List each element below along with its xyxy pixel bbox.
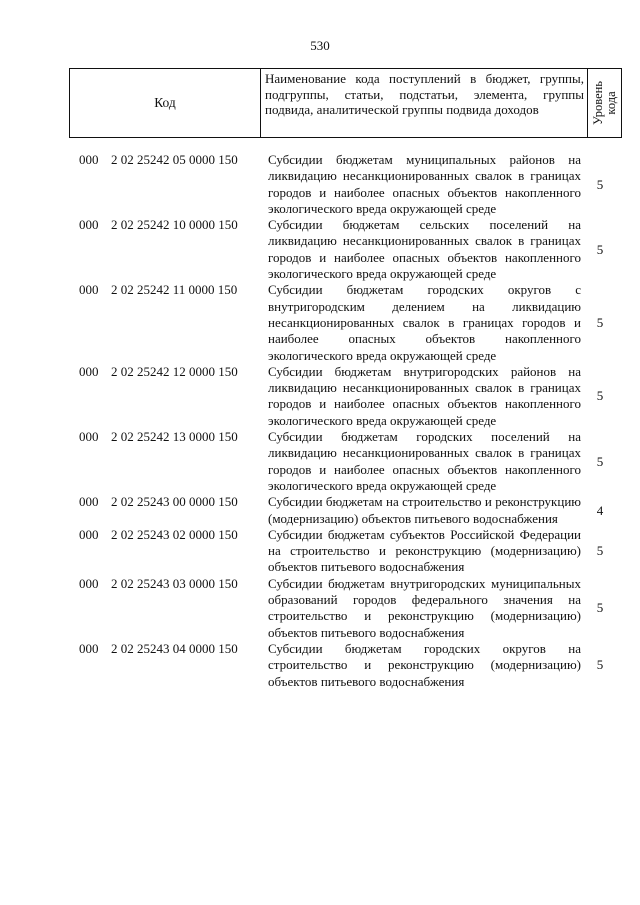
- header-level-line2: кода: [603, 91, 618, 115]
- table-row: [0, 217, 640, 282]
- income-code: 2 02 25243 02 0000 150: [111, 526, 238, 542]
- income-name: Субсидии бюджетам муниципальных районов на ликвидацию несанкционированных свалок в границах городов и наиболее опасных объектов накопленного экологического вреда окружающей среде: [268, 152, 581, 216]
- admin-code: 000: [79, 640, 99, 656]
- code-level: 5: [596, 388, 604, 404]
- admin-code: 000: [79, 575, 99, 591]
- header-code: Код: [70, 69, 261, 138]
- table-row: [0, 282, 640, 363]
- table-row: [0, 364, 640, 429]
- income-name: Субсидии бюджетам на строительство и реконструкцию (модернизацию) объектов питьевого водоснабжения: [268, 494, 581, 526]
- header-name: Наименование кода поступлений в бюджет, группы, подгруппы, статьи, подстатьи, элемента, группы подвида, аналитической группы подвида доходов: [261, 69, 588, 138]
- table-row: [0, 152, 640, 217]
- code-level: 5: [596, 543, 604, 559]
- code-level: 5: [596, 453, 604, 469]
- admin-code: 000: [79, 429, 99, 445]
- code-level: 4: [596, 502, 604, 518]
- income-code: 2 02 25242 13 0000 150: [111, 429, 238, 445]
- code-level: 5: [596, 315, 604, 331]
- admin-code: 000: [79, 494, 99, 510]
- income-name: Субсидии бюджетам городских округов на строительство и реконструкцию (модернизацию) объектов питьевого водоснабжения: [268, 640, 581, 689]
- table-row: [0, 641, 640, 690]
- income-name: Субсидии бюджетам городских поселений на ликвидацию несанкционированных свалок в границах городов и наиболее опасных объектов накопленного экологического вреда окружающей среде: [268, 429, 581, 493]
- income-code: 2 02 25243 03 0000 150: [111, 575, 238, 591]
- income-name: Субсидии бюджетам субъектов Российской Федерации на строительство и реконструкцию (модернизацию) объектов питьевого водоснабжения: [268, 526, 581, 575]
- income-code: 2 02 25242 12 0000 150: [111, 363, 238, 379]
- code-level: 5: [596, 657, 604, 673]
- table-row: [0, 429, 640, 494]
- income-name: Субсидии бюджетам городских округов с внутригородским делением на ликвидацию несанкционированных свалок в границах городов и наиболее опасных объектов накопленного экологического вреда окружающей среде: [268, 282, 581, 363]
- code-level: 5: [596, 176, 604, 192]
- header-level-label: [592, 81, 618, 125]
- income-name: Субсидии бюджетам внутригородских муниципальных образований городов федерального значения на строительство и реконструкцию (модернизацию) объектов питьевого водоснабжения: [268, 575, 581, 640]
- admin-code: 000: [79, 282, 99, 298]
- income-name: Субсидии бюджетам сельских поселений на ликвидацию несанкционированных свалок в границах городов и наиболее опасных объектов накопленного экологического вреда окружающей среде: [268, 217, 581, 282]
- table-row: [0, 494, 640, 527]
- admin-code: 000: [79, 363, 99, 379]
- table-row: [0, 527, 640, 576]
- income-name: Субсидии бюджетам внутригородских районов на ликвидацию несанкционированных свалок в границах городов и наиболее опасных объектов накопленного экологического вреда окружающей среде: [268, 363, 581, 428]
- page-number: 530: [310, 38, 330, 53]
- table-header: [69, 68, 622, 138]
- income-code: 2 02 25242 10 0000 150: [111, 217, 238, 233]
- header-level: [588, 69, 622, 138]
- admin-code: 000: [79, 217, 99, 233]
- income-code: 2 02 25242 11 0000 150: [111, 282, 238, 298]
- table-row: [0, 576, 640, 641]
- admin-code: 000: [79, 526, 99, 542]
- code-level: 5: [596, 241, 604, 257]
- income-code: 2 02 25242 05 0000 150: [111, 152, 238, 167]
- header-level-line1: Уровень: [590, 80, 605, 126]
- income-code: 2 02 25243 04 0000 150: [111, 640, 238, 656]
- income-code: 2 02 25243 00 0000 150: [111, 494, 238, 510]
- admin-code: 000: [79, 152, 99, 167]
- entries-list: [0, 152, 640, 690]
- code-level: 5: [596, 600, 604, 616]
